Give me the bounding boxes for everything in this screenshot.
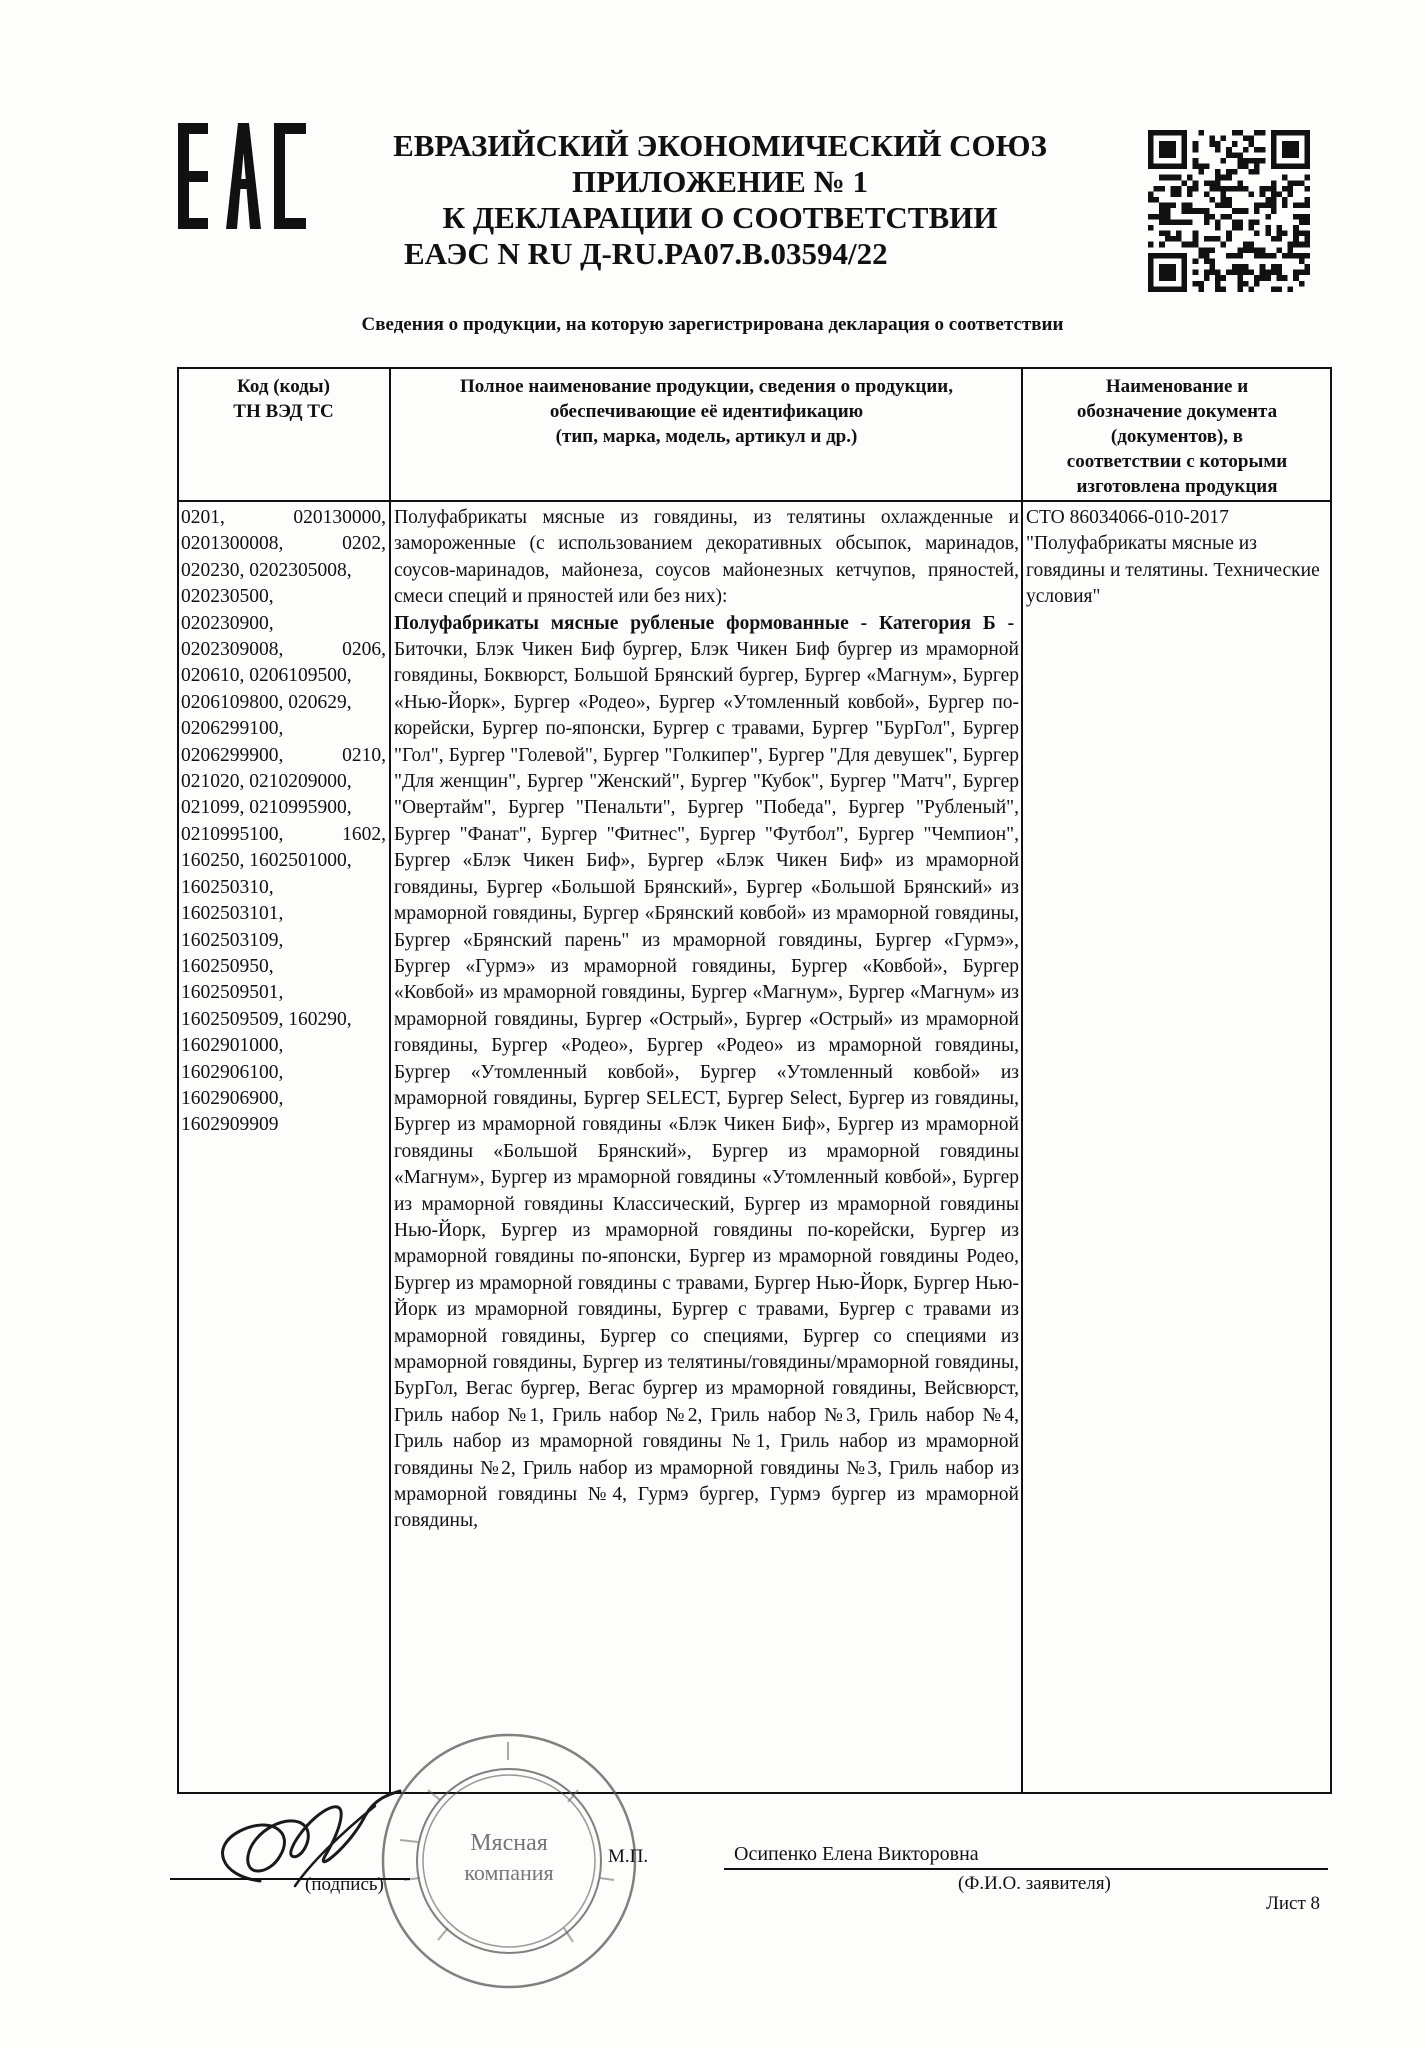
qr-code (1148, 130, 1310, 292)
header-line-3: К ДЕКЛАРАЦИИ О СООТВЕТСТВИИ (442, 200, 998, 235)
col2-header-line: (тип, марка, модель, артикул и др.) (555, 426, 858, 447)
sheet-number: Лист 8 (1266, 1893, 1321, 1914)
hs-code-line (181, 980, 386, 1006)
col3-header-line: изготовлена продукция (1076, 476, 1278, 497)
hs-code: 0210, (342, 744, 386, 766)
hs-code: 1602503109, (181, 929, 284, 951)
col1-header-line: Код (коды) (237, 376, 330, 397)
standard-document-cell: СТО 86034066-010-2017 "Полуфабрикаты мясные из говядины и телятины. Технические условия" (1026, 507, 1320, 608)
signature-label: (подпись) (305, 1874, 384, 1895)
col3-header-line: обозначение документа (1076, 401, 1278, 422)
hs-code: 020230, 0202305008, (181, 559, 352, 581)
table-col-divider-2 (1021, 367, 1023, 1794)
hs-code-line (181, 505, 386, 531)
table-col-divider-1 (389, 367, 391, 1794)
table-header-border (177, 500, 1330, 502)
hs-code: 0206109800, 020629, (181, 691, 352, 713)
hs-code-line (181, 743, 386, 769)
hs-code-line (181, 690, 386, 716)
hs-code-line (181, 663, 386, 689)
hs-code-line (181, 1007, 386, 1033)
subtitle: Сведения о продукции, на которую зарегистрирована декларация о соответствии (361, 314, 1064, 335)
declaration-number: ЕАЭС N RU Д-RU.PA07.B.03594/22 (404, 236, 888, 271)
hs-code-line (181, 1086, 386, 1112)
col2-header-line: обеспечивающие её идентификацию (549, 401, 864, 422)
hs-code: 0202, (342, 533, 386, 555)
hs-code-line (181, 875, 386, 901)
hs-code: 1602906100, (181, 1061, 284, 1083)
col2-header (394, 374, 1019, 449)
hs-code: 0206299100, (181, 718, 284, 740)
col3-header (1026, 374, 1328, 499)
hs-code-line (181, 848, 386, 874)
hs-code: 0201300008, (181, 533, 284, 555)
hs-code: 0206299900, (181, 744, 284, 766)
hs-code: 1602503101, (181, 903, 284, 925)
hs-code: 020130000, (293, 507, 386, 528)
hs-code-line (181, 637, 386, 663)
applicant-caption: (Ф.И.О. заявителя) (958, 1873, 1111, 1894)
hs-code-line (181, 531, 386, 557)
hs-code: 160250, 1602501000, (181, 850, 352, 872)
header-line-2: ПРИЛОЖЕНИЕ № 1 (572, 164, 868, 199)
hs-code: 1602509509, 160290, (181, 1008, 352, 1030)
product-description-cell (394, 505, 1019, 1535)
hs-code-line (181, 716, 386, 742)
col2-header-line: Полное наименование продукции, сведения о продукции, (460, 376, 953, 397)
hs-code: 0202309008, (181, 639, 284, 661)
applicant-name: Осипенко Елена Викторовна (734, 1843, 979, 1865)
stamp-place-label: М.П. (608, 1846, 649, 1867)
description-category: Полуфабрикаты мясные рубленые формованные - Категория Б - (394, 612, 1015, 634)
hs-code: 160250950, (181, 955, 274, 977)
description-body (394, 611, 1019, 1535)
hs-code: 020230500, (181, 586, 274, 608)
company-stamp (378, 1730, 640, 1992)
svg-text:Мясная: Мясная (470, 1830, 548, 1856)
hs-code: 0206, (342, 639, 386, 661)
hs-code-line (181, 822, 386, 848)
name-underline (724, 1868, 1328, 1870)
col3-header-line: Наименование и (1105, 376, 1249, 397)
header-title (330, 128, 1110, 272)
table-left-border (177, 367, 179, 1794)
table-top-border (177, 367, 1330, 369)
hs-code-line (181, 769, 386, 795)
hs-code-line (181, 1033, 386, 1059)
hs-code: 1602906900, (181, 1087, 284, 1109)
hs-code-line (181, 1112, 386, 1138)
hs-codes-cell (181, 505, 386, 1139)
hs-code: 1602509501, (181, 982, 284, 1004)
col3-header-line: соответствии с которыми (1066, 451, 1288, 472)
description-intro: Полуфабрикаты мясные из говядины, из телятины охлажденные и замороженные (с использованием декоративных обсыпок, маринадов, соусов-маринадов, майонеза, соусов майонезных кетчупов, пряностей, смеси специй и пряностей или без них): (394, 507, 1019, 608)
hs-code: 021099, 0210995900, (181, 797, 352, 819)
hs-code-line (181, 584, 386, 610)
col3-header-line: (документов), в (1110, 426, 1244, 447)
hs-code: 160250310, (181, 876, 274, 898)
hs-code-line (181, 901, 386, 927)
hs-code-line (181, 795, 386, 821)
hs-code: 020230900, (181, 612, 274, 634)
hs-code-line (181, 928, 386, 954)
col1-header (181, 374, 386, 424)
hs-code-line (181, 611, 386, 637)
hs-code-line (181, 954, 386, 980)
hs-code: 021020, 0210209000, (181, 771, 352, 793)
hs-code-line (181, 558, 386, 584)
eac-logo (178, 123, 306, 229)
hs-code: 0201, (181, 507, 225, 528)
hs-code: 020610, 0206109500, (181, 665, 352, 687)
hs-code: 0210995100, (181, 823, 284, 845)
hs-code: 1602901000, (181, 1035, 284, 1057)
hs-code: 1602909909 (181, 1114, 279, 1136)
col1-header-line: ТН ВЭД ТС (233, 401, 334, 422)
hs-code: 1602, (342, 823, 386, 845)
description-items: Биточки, Блэк Чикен Биф бургер, Блэк Чикен Биф бургер из мраморной говядины, Боквюрст, Большой Брянский бургер, Бургер «Магнум», Бургер «Нью-Йорк», Бургер «Родео», Бургер «Утомленный ковбой», Бургер по-корейски, Бургер по-японски, Бургер с травами, Бургер "БурГол", Бургер "Гол", Бургер "Голевой", Бургер "Голкипер", Бургер "Для девушек", Бургер "Для женщин", Бургер "Женский", Бургер "Кубок", Бургер "Матч", Бургер "Овертайм", Бургер "Пенальти", Бургер "Победа", Бургер "Рубленый", Бургер "Фанат", Бургер "Фитнес", Бургер "Футбол", Бургер "Чемпион", Бургер «Блэк Чикен Биф», Бургер «Блэк Чикен Биф» из мраморной говядины, Бургер «Большой Брянский», Бургер «Большой Брянский» из мраморной говядины, Бургер «Брянский ковбой» из мраморной говядины, Бургер «Брянский парень" из мраморной говядины, Бургер «Гурмэ», Бургер «Гурмэ» из мраморной говядины, Бургер «Ковбой», Бургер «Ковбой» из мраморной говядины, Бургер «Магнум», Бургер «Магнум» из мраморной говядины, Бургер «Острый», Бургер «Острый» из мраморной говядины, Бургер «Родео», Бургер «Родео» из мраморной говядины, Бургер «Утомленный ковбой», Бургер «Утомленный ковбой» из мраморной говядины, Бургер SELECT, Бургер Select, Бургер из говядины, Бургер из мраморной говядины «Блэк Чикен Биф», Бургер из мраморной говядины «Большой Брянский», Бургер из мраморной говядины «Магнум», Бургер из мраморной говядины «Утомленный ковбой», Бургер из мраморной говядины Классический, Бургер из мраморной говядины Нью-Йорк, Бургер из мраморной говядины по-корейски, Бургер из мраморной говядины по-японски, Бургер из мраморной говядины Родео, Бургер из мраморной говядины с травами, Бургер Нью-Йорк, Бургер Нью-Йорк из мраморной говядины, Бургер с травами, Бургер с травами из мраморной говядины, Бургер со специями, Бургер со специями из мраморной говядины, Бургер из телятины/говядины/мраморной говядины, БурГол, Вегас бургер, Вегас бургер из мраморной говядины, Вейсвюрст, Гриль набор №1, Гриль набор №2, Гриль набор №3, Гриль набор №4, Гриль набор из мраморной говядины №1, Гриль набор из мраморной говядины №2, Гриль набор из мраморной говядины №3, Гриль набор из мраморной говядины №4, Гурмэ бургер, Гурмэ бургер из мраморной говядины, (394, 639, 1019, 1532)
svg-text:компания: компания (464, 1860, 554, 1885)
header-line-1: ЕВРАЗИЙСКИЙ ЭКОНОМИЧЕСКИЙ СОЮЗ (393, 128, 1047, 163)
hs-code-line (181, 1060, 386, 1086)
